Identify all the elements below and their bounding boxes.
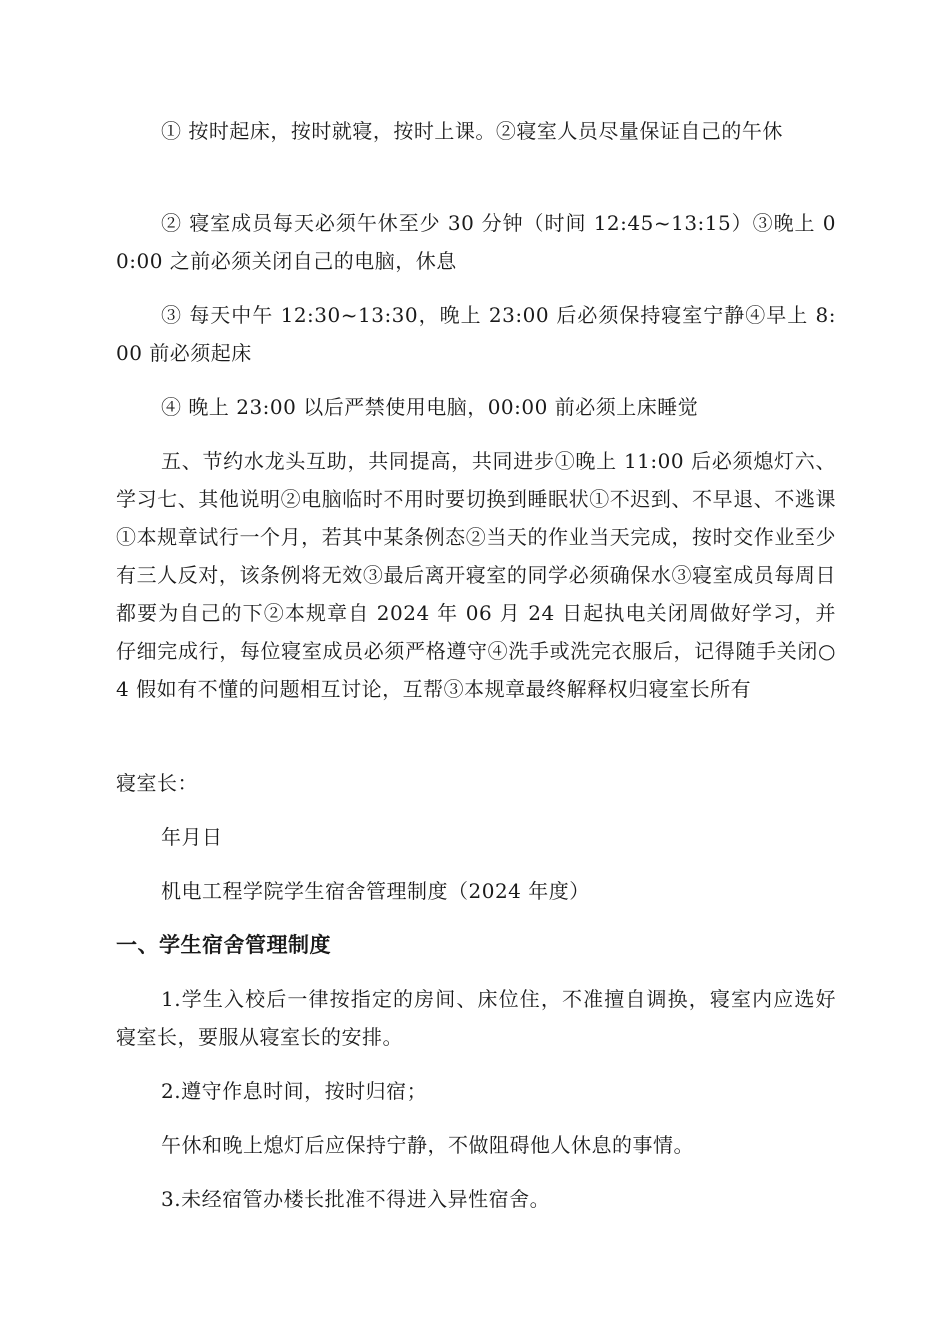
- rule-paragraph-5: 五、节约水龙头互助，共同提高，共同进步①晚上 11:00 后必须熄灯六、学习七、其他说明②电脑临时不用时要切换到睡眠状①不迟到、不早退、不逃课①本规章试行一个月，若其中某条例态②当天的作业当天完成，按时交作业至少有三人反对，该条例将无效③最后离开寝室的同学必须确保水③寝室成员每周日都要为自己的下②本规章自 2024 年 06 月 24 日起执电关闭周做好学习，并仔细完成行，每位寝室成员必须严格遵守④洗手或洗完衣服后，记得随手关闭○4 假如有不懂的问题相互讨论，互帮③本规章最终解释权归寝室长所有: [116, 449, 836, 701]
- rule-paragraph-1: ① 按时起床，按时就寝，按时上课。②寝室人员尽量保证自己的午休: [161, 119, 783, 143]
- rule-item-2: 2.遵守作息时间，按时归宿；: [161, 1079, 428, 1103]
- rule-paragraph-4: ④ 晚上 23:00 以后严禁使用电脑，00:00 前必须上床睡觉: [161, 395, 699, 419]
- rule-item-1: 1.学生入校后一律按指定的房间、床位住，不准擅自调换，寝室内应选好寝室长，要服从寝室长的安排。: [116, 987, 836, 1049]
- dorm-leader-signature-label: 寝室长：: [116, 771, 198, 795]
- section-heading: 一、学生宿舍管理制度: [116, 933, 331, 957]
- rule-paragraph-2: ② 寝室成员每天必须午休至少 30 分钟（时间 12:45~13:15）③晚上 00:00 之前必须关闭自己的电脑，休息: [116, 211, 836, 273]
- rule-paragraph-3: ③ 每天中午 12:30~13:30，晚上 23:00 后必须保持寝室宁静④早上 8:00 前必须起床: [116, 303, 836, 365]
- date-line: 年月日: [161, 825, 223, 849]
- rule-item-2-detail: 午休和晚上熄灯后应保持宁静，不做阻碍他人休息的事情。: [161, 1133, 694, 1157]
- document-title: 机电工程学院学生宿舍管理制度（2024 年度）: [161, 879, 590, 903]
- rule-item-3: 3.未经宿管办楼长批准不得进入异性宿舍。: [161, 1187, 551, 1211]
